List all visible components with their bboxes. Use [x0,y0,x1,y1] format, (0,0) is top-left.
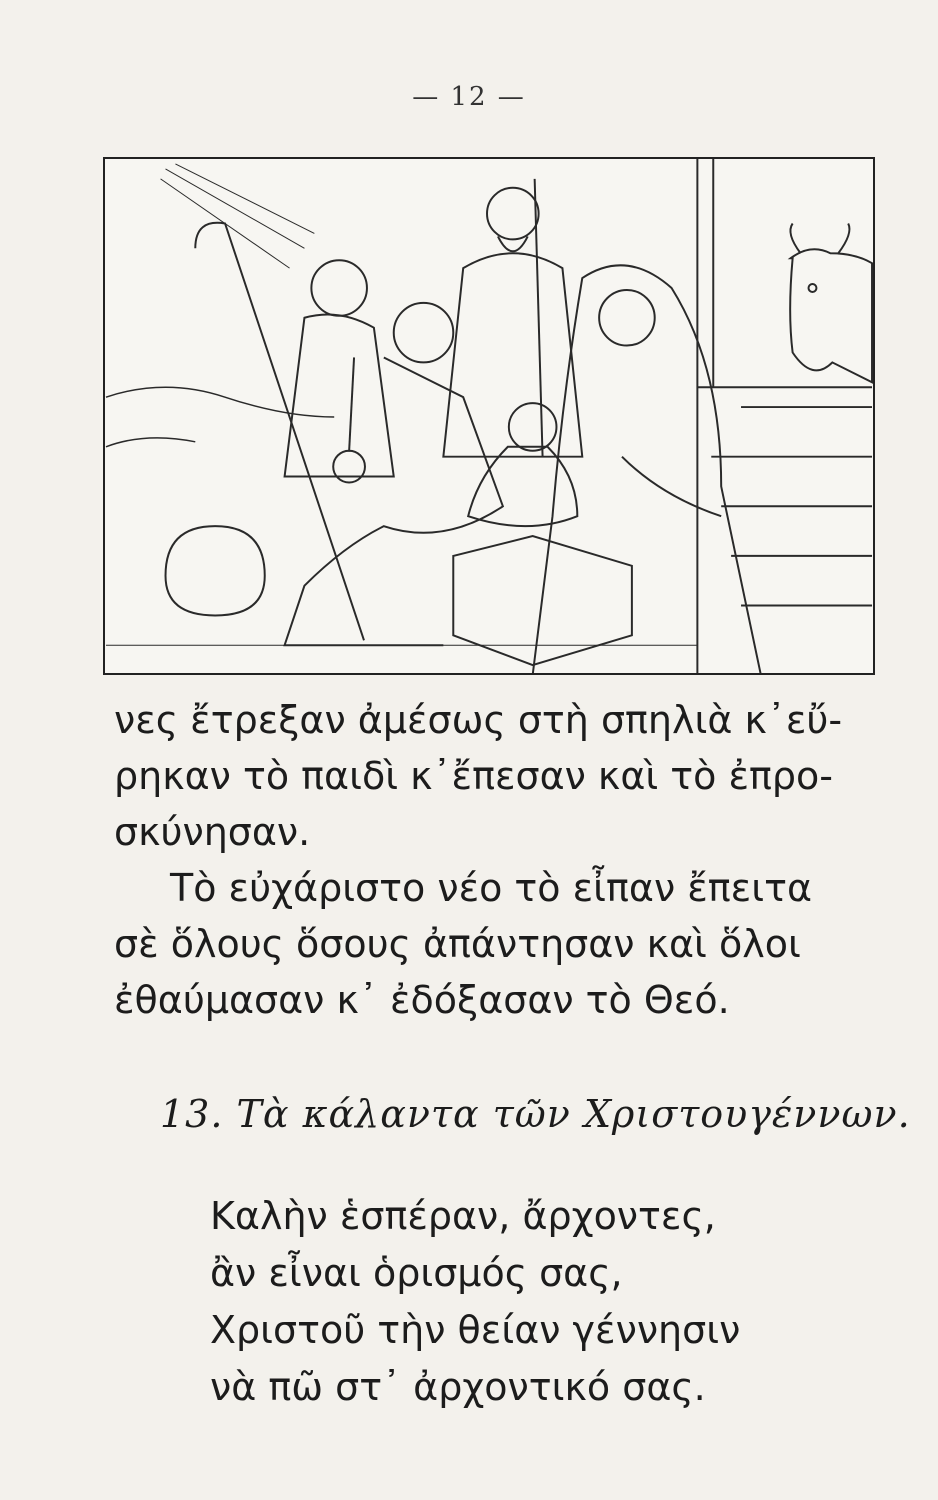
nativity-drawing [105,159,873,673]
page-number: — 12 — [412,82,526,112]
poem-line: ἂν εἶναι ὁρισμός σας, [210,1251,623,1295]
section-heading: 13. Τὰ κάλαντα τῶν Χριστουγέννων. [160,1092,911,1136]
poem-line: Χριστοῦ τὴν θείαν γέννησιν [210,1308,741,1352]
poem-line: Καλὴν ἑσπέραν, ἄρχοντες, [210,1194,716,1238]
paragraph-line: ρηκαν τὸ παιδὶ κ᾽ἔπεσαν καὶ τὸ ἐπρο- [114,754,834,798]
paragraph-line: νες ἔτρεξαν ἀμέσως στὴ σπηλιὰ κ᾽εὔ- [114,698,843,742]
paragraph-line: σκύνησαν. [114,810,311,854]
paragraph-line: Τὸ εὐχάριστο νέο τὸ εἶπαν ἔπειτα [170,866,813,910]
narrative-paragraph-2 [114,860,874,1028]
paragraph-line: ἐθαύμασαν κ᾽ ἐδόξασαν τὸ Θεό. [114,978,730,1022]
narrative-paragraph-1 [114,692,874,860]
nativity-illustration [103,157,875,675]
paragraph-line: σὲ ὅλους ὅσους ἀπάντησαν καὶ ὅλοι [114,922,801,966]
carol-poem [210,1188,740,1416]
poem-line: νὰ πῶ στ᾽ ἀρχοντικό σας. [210,1365,706,1409]
